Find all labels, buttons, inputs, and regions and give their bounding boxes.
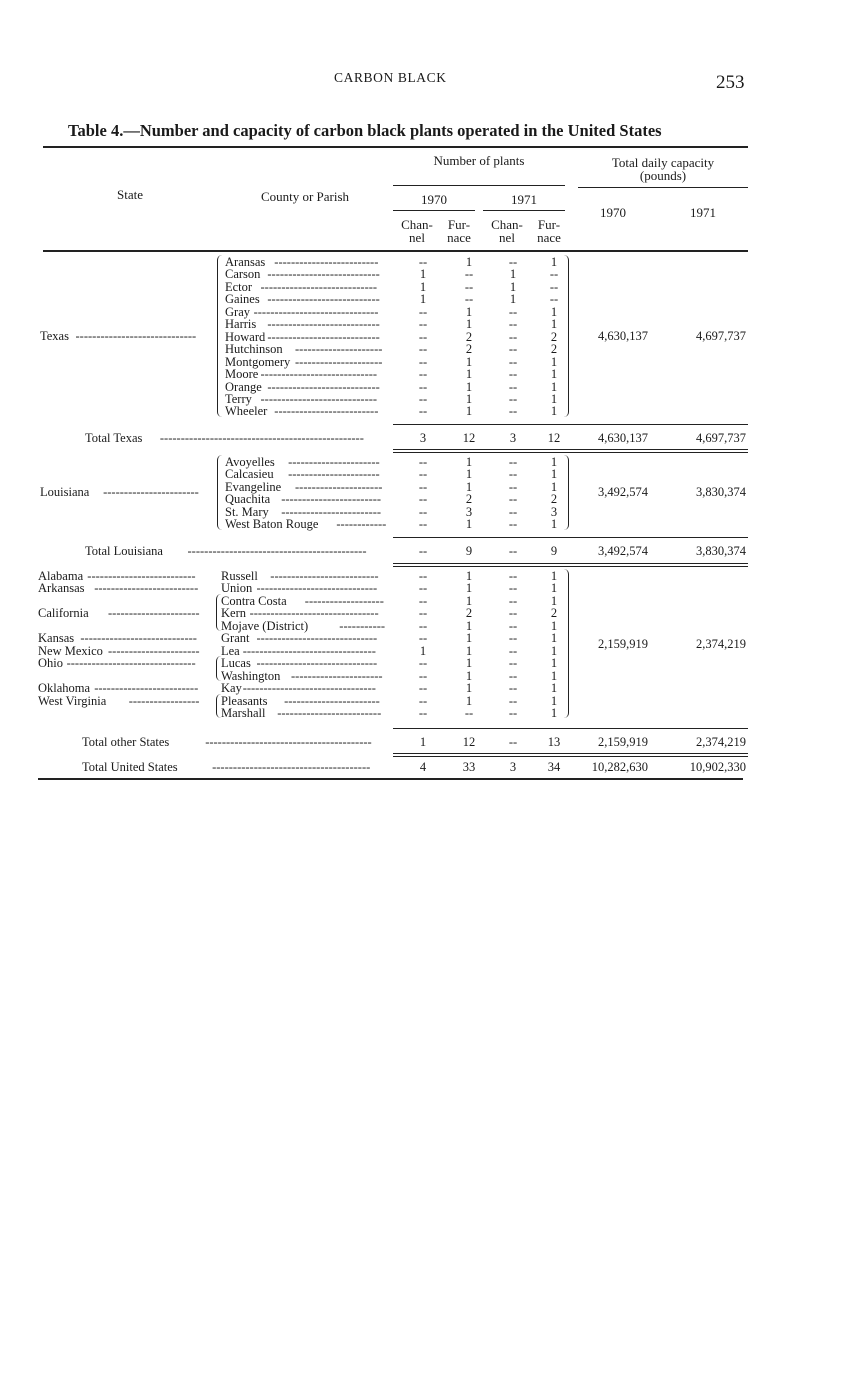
state-name: Oklahoma	[38, 681, 91, 696]
cell-c70: 1	[419, 735, 427, 749]
cell-f70: 1	[465, 693, 473, 708]
county-leader: ------------------------------	[253, 305, 379, 319]
cell-f70: 1	[465, 656, 473, 671]
header-channel-1971-l2: nel	[499, 230, 515, 245]
cell-f71: 1	[550, 255, 558, 269]
cell-f70: 1	[465, 668, 473, 683]
cell-c71: --	[508, 467, 518, 482]
table-bottom-rule	[38, 778, 743, 780]
cell-c71: 1	[509, 267, 517, 282]
cell-f71: 1	[550, 631, 558, 646]
cell-c71: --	[508, 504, 518, 519]
cell-f70: 2	[465, 492, 473, 507]
cell-c71: --	[508, 455, 518, 469]
cell-f71: 1	[550, 317, 558, 332]
cell-c70: --	[418, 618, 428, 633]
cell-c70: --	[418, 705, 428, 720]
cell-c71: --	[508, 693, 518, 708]
cell-c71: --	[508, 681, 518, 696]
cell-f71: 2	[550, 329, 558, 344]
capacity-1970: 2,159,919	[598, 636, 648, 651]
county-name: Gray	[225, 304, 250, 319]
header-number-of-plants: Number of plants	[433, 153, 525, 168]
cell-f70: 1	[465, 455, 473, 469]
cell-c70: --	[418, 317, 428, 332]
total-capacity-1971: 10,902,330	[689, 760, 746, 774]
county-brace-1	[217, 455, 222, 530]
state-leader: --------------------------	[87, 570, 196, 583]
county-name: Aransas	[225, 255, 266, 269]
table-title: Table 4.—Number and capacity of carbon black plants operated in the United States	[68, 121, 662, 140]
cell-c70: --	[418, 404, 428, 419]
county-leader: -------------------------------	[249, 607, 379, 620]
cell-c71: --	[508, 492, 518, 507]
capacity-group-rule	[578, 187, 748, 188]
county-leader: -------------------	[304, 594, 384, 608]
county-leader: ---------------------------	[267, 293, 380, 306]
county-name: Lea	[221, 643, 240, 658]
cell-f70: 1	[465, 631, 473, 646]
county-name: Calcasieu	[225, 467, 274, 482]
state-leader: -----------------------------	[75, 329, 197, 343]
county-leader: -----------------------------	[256, 632, 378, 645]
plants-group-rule	[393, 185, 565, 186]
capacity-1970: 4,630,137	[598, 328, 648, 343]
state-name: Arkansas	[38, 581, 85, 596]
cell-c71: --	[508, 517, 518, 532]
cell-c71: --	[508, 391, 518, 406]
header-channel-1970-l2: nel	[409, 230, 425, 245]
county-name: Pleasants	[221, 693, 268, 708]
cell-c70: --	[418, 593, 428, 608]
cell-f71: --	[549, 267, 559, 282]
cell-f71: 1	[550, 569, 558, 583]
capacity-1971: 4,697,737	[696, 328, 746, 343]
cell-f70: 2	[465, 606, 473, 621]
county-leader: ---------------------	[295, 355, 383, 369]
header-furnace-1971-l2: nace	[537, 230, 561, 245]
total-capacity-1970: 10,282,630	[591, 760, 648, 774]
texas-double-rule-b	[393, 452, 748, 453]
county-brace-other-1	[216, 656, 221, 681]
cell-f71: 13	[547, 735, 561, 749]
other-double-rule-b	[393, 756, 748, 757]
total-leader: -------------------------------------------------	[159, 432, 364, 445]
county-leader: --------------------------------	[242, 682, 376, 695]
cell-c70: --	[418, 329, 428, 344]
cell-c70: --	[418, 668, 428, 683]
total-top-rule	[393, 537, 748, 538]
total-capacity-1971: 2,374,219	[696, 735, 746, 749]
cell-f70: 1	[465, 479, 473, 494]
cell-f70: 1	[465, 354, 473, 369]
cell-c71: 3	[509, 760, 517, 774]
county-name: Carson	[225, 267, 261, 282]
state-leader: ----------------------------	[80, 632, 197, 645]
cell-f70: --	[464, 267, 474, 282]
cell-f70: 1	[465, 618, 473, 633]
cell-f71: 1	[550, 379, 558, 394]
cell-c70: --	[418, 631, 428, 646]
county-leader: ---------------------------	[267, 380, 380, 393]
county-name: Kay	[221, 681, 242, 696]
total-capacity-1970: 2,159,919	[598, 735, 648, 749]
county-name: Harris	[225, 317, 257, 332]
total-label: Total other States	[82, 735, 170, 749]
cell-c71: --	[508, 354, 518, 369]
cell-f71: 1	[550, 656, 558, 671]
county-leader: -----------------------	[284, 694, 380, 707]
cell-c70: --	[418, 255, 428, 269]
cell-f71: 12	[547, 431, 561, 445]
cell-f71: --	[549, 279, 559, 294]
louisiana-double-rule-a	[393, 563, 748, 564]
cell-c71: --	[508, 569, 518, 583]
county-brace-other-2	[216, 694, 221, 719]
cell-c70: --	[418, 342, 428, 357]
header-bottom-rule	[43, 250, 748, 252]
county-leader: ---------------------	[295, 480, 383, 494]
texas-double-rule-a	[393, 449, 748, 450]
cell-c70: --	[418, 379, 428, 394]
state-leader: ----------------------	[108, 607, 200, 620]
cell-f70: 2	[465, 342, 473, 357]
county-leader: ------------	[336, 518, 387, 531]
cell-f71: 1	[550, 593, 558, 608]
cell-c70: --	[418, 569, 428, 583]
cell-c70: --	[418, 354, 428, 369]
county-name: Quachita	[225, 492, 271, 507]
page-number: 253	[716, 72, 745, 93]
county-name: Orange	[225, 379, 262, 394]
cell-c71: --	[508, 367, 518, 382]
cell-f71: 1	[550, 581, 558, 596]
cell-c70: --	[418, 492, 428, 507]
capacity-1971: 2,374,219	[696, 636, 746, 651]
county-name: Lucas	[221, 656, 251, 671]
header-county: County or Parish	[260, 189, 350, 204]
county-name: St. Mary	[225, 504, 269, 519]
cell-c71: --	[508, 379, 518, 394]
county-name: Grant	[221, 631, 250, 646]
state-leader: -------------------------------	[66, 657, 196, 670]
county-leader: -----------	[339, 619, 386, 633]
cell-f71: 1	[550, 693, 558, 708]
louisiana-double-rule-b	[393, 566, 748, 567]
county-name: Union	[221, 581, 253, 596]
header-state: State	[117, 187, 143, 202]
cell-c71: 3	[509, 431, 517, 445]
cell-f71: 1	[550, 467, 558, 482]
county-name: Russell	[221, 569, 258, 583]
cell-f71: 1	[550, 354, 558, 369]
cell-c71: --	[508, 606, 518, 621]
cell-c70: --	[418, 693, 428, 708]
cell-c71: --	[508, 342, 518, 357]
cell-f70: 1	[465, 581, 473, 596]
header-plants-1970: 1970	[421, 192, 447, 207]
cell-f70: 12	[462, 735, 476, 749]
cell-f70: 2	[465, 329, 473, 344]
state-leader: -----------------------	[103, 486, 199, 499]
cell-c71: --	[508, 317, 518, 332]
total-top-rule	[393, 424, 748, 425]
header-channel-1971-l1: Chan-	[491, 217, 523, 232]
state-name: Texas	[40, 328, 69, 343]
cell-c71: --	[508, 581, 518, 596]
cell-c71: --	[508, 705, 518, 720]
cell-c70: --	[418, 367, 428, 382]
cell-f71: 34	[547, 760, 561, 774]
county-leader: ---------------------------	[267, 318, 380, 331]
cell-f71: 1	[550, 479, 558, 494]
cell-c70: --	[418, 467, 428, 482]
cell-c70: --	[418, 504, 428, 519]
cell-f71: 3	[550, 504, 558, 519]
cell-f70: 1	[465, 304, 473, 319]
cell-f71: 1	[550, 455, 558, 469]
cell-f71: 1	[550, 517, 558, 532]
county-name: Evangeline	[225, 479, 282, 494]
county-name: Kern	[221, 606, 246, 621]
total-top-rule	[393, 728, 748, 729]
cell-f70: 9	[465, 544, 473, 558]
cell-f71: 1	[550, 618, 558, 633]
year-1971-rule	[483, 210, 565, 211]
capacity-1971: 3,830,374	[696, 485, 746, 500]
cell-f70: --	[464, 279, 474, 294]
county-name: Hutchinson	[225, 342, 283, 357]
cell-c71: --	[508, 643, 518, 658]
cell-f71: 1	[550, 643, 558, 658]
cell-f70: 1	[465, 643, 473, 658]
cell-f71: 2	[550, 606, 558, 621]
cell-f70: 12	[462, 431, 476, 445]
state-name: Ohio	[38, 656, 63, 671]
total-leader: -------------------------------------------	[187, 545, 367, 558]
county-name: Avoyelles	[225, 455, 275, 469]
cell-c70: --	[418, 581, 428, 596]
cell-f70: 1	[465, 367, 473, 382]
cell-f71: --	[549, 292, 559, 307]
cell-f70: 33	[462, 760, 476, 774]
county-name: Howard	[225, 329, 266, 344]
cell-f70: --	[464, 705, 474, 720]
state-name: New Mexico	[38, 643, 103, 658]
county-name: Mojave (District)	[221, 618, 309, 633]
county-brace-other-0	[216, 594, 221, 631]
cell-f71: 2	[550, 492, 558, 507]
state-leader: ----------------------	[108, 644, 200, 658]
state-name: Kansas	[38, 631, 75, 646]
cell-c71: --	[508, 544, 518, 558]
cell-c70: 1	[419, 279, 427, 294]
county-leader: ----------------------------	[260, 368, 378, 381]
total-leader: --------------------------------------	[212, 761, 371, 774]
header-furnace-1970-l2: nace	[447, 230, 471, 245]
cell-c70: --	[418, 479, 428, 494]
header-furnace-1971-l1: Fur-	[537, 217, 561, 232]
total-leader: ----------------------------------------	[205, 736, 372, 749]
state-name: Louisiana	[40, 485, 90, 500]
cell-f71: 1	[550, 404, 558, 419]
other-double-rule-a	[393, 753, 748, 754]
cell-c70: --	[418, 656, 428, 671]
county-leader: ------------------------	[281, 493, 382, 506]
county-name: Montgomery	[225, 354, 291, 369]
county-leader: ----------------------	[288, 468, 380, 481]
state-name: California	[38, 606, 89, 621]
cell-c70: --	[418, 544, 428, 558]
county-leader: -------------------------	[274, 405, 379, 418]
header-furnace-1970-l1: Fur-	[447, 217, 471, 232]
cell-c70: 1	[419, 267, 427, 282]
cell-c71: --	[508, 656, 518, 671]
cell-c71: --	[508, 735, 518, 749]
county-name: Moore	[225, 367, 259, 382]
cell-c70: --	[418, 304, 428, 319]
header-capacity-1971: 1971	[690, 205, 716, 220]
cell-c71: --	[508, 329, 518, 344]
county-name: Gaines	[225, 292, 260, 307]
cell-f71: 9	[550, 544, 558, 558]
state-name: West Virginia	[38, 693, 107, 708]
cell-f71: 1	[550, 304, 558, 319]
header-total-capacity-line1: Total daily capacity	[611, 155, 715, 170]
county-name: Washington	[221, 668, 281, 683]
cell-c70: --	[418, 391, 428, 406]
cell-f71: 1	[550, 705, 558, 720]
cell-c70: 4	[419, 760, 427, 774]
county-leader: ---------------------------	[267, 330, 380, 344]
cell-c70: --	[418, 517, 428, 532]
cell-c71: --	[508, 618, 518, 633]
cell-c71: --	[508, 404, 518, 419]
total-capacity-1971: 3,830,374	[696, 544, 746, 558]
county-leader: -----------------------------	[256, 657, 378, 670]
state-leader: -------------------------	[94, 682, 199, 695]
total-label: Total Texas	[85, 431, 143, 445]
cell-f70: 1	[465, 404, 473, 419]
county-leader: ---------------------------	[267, 268, 380, 281]
total-capacity-1971: 4,697,737	[696, 431, 746, 445]
cell-f71: 1	[550, 367, 558, 382]
state-leader: -----------------	[128, 694, 200, 707]
cell-f70: 1	[465, 379, 473, 394]
county-leader: -----------------------------	[256, 582, 378, 595]
cell-c70: --	[418, 606, 428, 621]
county-leader: ------------------------	[281, 505, 382, 519]
state-leader: -------------------------	[94, 582, 199, 595]
total-capacity-1970: 3,492,574	[598, 544, 648, 558]
cell-c70: 1	[419, 292, 427, 307]
cell-c71: --	[508, 255, 518, 269]
cell-f71: 1	[550, 668, 558, 683]
state-name: Alabama	[38, 569, 84, 583]
cell-f70: 1	[465, 391, 473, 406]
cell-c71: --	[508, 479, 518, 494]
cell-c71: --	[508, 304, 518, 319]
cell-c70: --	[418, 681, 428, 696]
cell-f70: 1	[465, 255, 473, 269]
county-name: West Baton Rouge	[225, 517, 319, 532]
county-leader: ----------------------	[288, 456, 380, 469]
total-label: Total United States	[82, 760, 178, 774]
capacity-1970: 3,492,574	[598, 485, 648, 500]
table-top-rule	[43, 146, 748, 148]
county-leader: ----------------------------	[260, 392, 378, 406]
county-leader: ----------------------------	[260, 280, 378, 294]
cell-c71: --	[508, 631, 518, 646]
total-label: Total Louisiana	[85, 544, 163, 558]
cell-c71: 1	[509, 292, 517, 307]
cell-c71: --	[508, 593, 518, 608]
cell-c70: 1	[419, 643, 427, 658]
running-head: CARBON BLACK	[334, 70, 447, 85]
county-name: Ector	[225, 279, 253, 294]
county-brace-0	[217, 255, 222, 417]
total-capacity-1970: 4,630,137	[598, 431, 648, 445]
cell-f70: 1	[465, 681, 473, 696]
county-leader: --------------------------	[270, 570, 379, 583]
cell-f71: 2	[550, 342, 558, 357]
county-leader: ----------------------	[291, 669, 383, 683]
county-leader: -------------------------	[274, 256, 379, 269]
cell-f70: 1	[465, 569, 473, 583]
county-name: Contra Costa	[221, 593, 287, 608]
cell-f70: 3	[465, 504, 473, 519]
county-name: Wheeler	[225, 404, 268, 419]
county-name: Marshall	[221, 705, 266, 720]
county-name: Terry	[225, 391, 252, 406]
cell-c70: 3	[419, 431, 427, 445]
cell-c71: 1	[509, 279, 517, 294]
header-plants-1971: 1971	[511, 192, 537, 207]
cell-c70: --	[418, 455, 428, 469]
cell-f70: --	[464, 292, 474, 307]
cell-f71: 1	[550, 681, 558, 696]
year-1970-rule	[393, 210, 475, 211]
header-channel-1970-l1: Chan-	[401, 217, 433, 232]
cell-f70: 1	[465, 517, 473, 532]
header-total-capacity-line2: (pounds)	[639, 168, 687, 183]
cell-f70: 1	[465, 467, 473, 482]
county-leader: -------------------------	[277, 706, 382, 720]
header-capacity-1970: 1970	[600, 205, 626, 220]
county-leader: ---------------------	[295, 343, 383, 356]
cell-c71: --	[508, 668, 518, 683]
cell-f70: 1	[465, 593, 473, 608]
county-leader: --------------------------------	[242, 644, 376, 658]
cell-f70: 1	[465, 317, 473, 332]
cell-f71: 1	[550, 391, 558, 406]
